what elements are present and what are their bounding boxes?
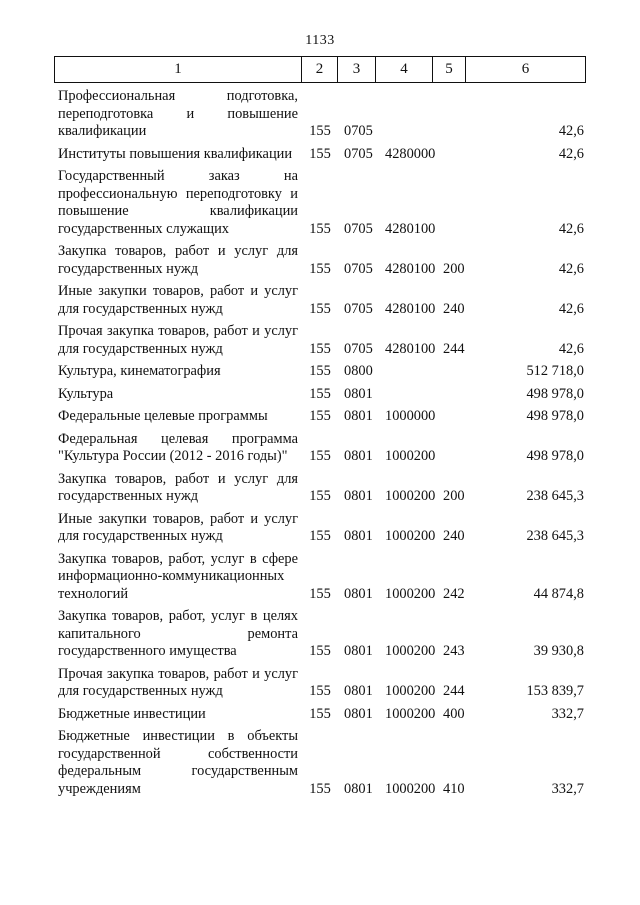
row-code-section: 0801: [344, 683, 373, 699]
row-name: Закупка товаров, работ, услуг в сфере информационно-коммуникационных технологий: [58, 550, 298, 602]
row-code-expense: 240: [443, 300, 465, 317]
row-code-section: 0801: [344, 585, 373, 602]
table-row: [58, 511, 586, 546]
row-name: Прочая закупка товаров, работ и услуг для государственных нужд: [58, 665, 298, 699]
row-code-target: 1000200: [385, 780, 436, 797]
row-amount: 42,6: [558, 123, 584, 139]
table-row: [58, 471, 586, 506]
row-name: Культура, кинематография: [58, 363, 221, 379]
row-code-target: 1000200: [385, 683, 436, 699]
row-code-target: 4280100: [385, 260, 436, 277]
row-code-section: 0801: [344, 705, 373, 722]
table-body: [58, 88, 586, 803]
row-code-ved: 155: [309, 363, 331, 379]
row-amount: 42,6: [558, 300, 584, 317]
row-code-expense: 200: [443, 260, 465, 277]
table-header: [54, 56, 586, 83]
row-code-section: 0801: [344, 528, 373, 544]
row-code-section: 0801: [344, 448, 373, 464]
row-code-ved: 155: [309, 220, 331, 237]
row-name: Иные закупки товаров, работ и услуг для государственных нужд: [58, 510, 298, 544]
table-row: [58, 431, 586, 466]
row-code-expense: 243: [443, 643, 465, 659]
row-code-ved: 155: [309, 340, 331, 357]
row-amount: 498 978,0: [526, 448, 584, 464]
row-amount: 39 930,8: [533, 643, 584, 659]
row-amount: 153 839,7: [526, 683, 584, 699]
row-code-ved: 155: [309, 780, 331, 797]
row-name: Бюджетные инвестиции в объекты государственной собственности федеральным государственным учреждениям: [58, 728, 298, 797]
row-name: Федеральная целевая программа "Культура России (2012 - 2016 годы)": [58, 430, 298, 464]
row-code-target: 1000200: [385, 643, 436, 659]
row-code-section: 0801: [344, 643, 373, 659]
row-amount: 42,6: [558, 145, 584, 162]
row-code-section: 0800: [344, 363, 373, 379]
row-amount: 332,7: [551, 780, 584, 797]
row-code-target: 1000200: [385, 528, 436, 544]
row-code-ved: 155: [309, 300, 331, 317]
header-col-4: 4: [376, 57, 433, 82]
row-name: Прочая закупка товаров, работ и услуг для государственных нужд: [58, 323, 298, 357]
table-row: [58, 283, 586, 318]
table-row: [58, 706, 586, 724]
row-amount: 42,6: [558, 260, 584, 277]
row-code-section: 0801: [344, 488, 373, 504]
table-row: [58, 666, 586, 701]
table-row: [58, 168, 586, 238]
row-amount: 44 874,8: [533, 585, 584, 602]
row-code-ved: 155: [309, 643, 331, 659]
row-code-target: 4280100: [385, 220, 436, 237]
table-row: [58, 88, 586, 141]
table-row: [58, 608, 586, 661]
row-code-section: 0705: [344, 260, 373, 277]
row-code-expense: 244: [443, 340, 465, 357]
row-code-ved: 155: [309, 260, 331, 277]
row-name: Иные закупки товаров, работ и услуг для государственных нужд: [58, 283, 298, 317]
row-code-section: 0705: [344, 220, 373, 237]
row-amount: 512 718,0: [526, 363, 584, 379]
row-amount: 42,6: [558, 220, 584, 237]
row-amount: 332,7: [551, 705, 584, 722]
table-row: [58, 323, 586, 358]
header-col-6: 6: [521, 61, 530, 77]
row-name: Бюджетные инвестиции: [58, 705, 206, 722]
row-code-section: 0801: [344, 780, 373, 797]
row-code-expense: 400: [443, 705, 465, 722]
row-amount: 498 978,0: [526, 385, 584, 402]
row-name: Культура: [58, 385, 114, 402]
row-code-target: 1000000: [385, 408, 436, 424]
table-row: [58, 363, 586, 381]
row-code-expense: 200: [443, 488, 465, 504]
row-name: Профессиональная подготовка, переподготовка и повышение квалификации: [58, 88, 298, 139]
row-name: Государственный заказ на профессиональную переподготовку и повышение квалификации государственных служащих: [58, 168, 298, 237]
row-amount: 238 645,3: [526, 488, 584, 504]
header-col-5: 5: [433, 57, 466, 82]
table-row: [58, 146, 586, 164]
row-code-section: 0801: [344, 408, 373, 424]
header-col-2: 2: [302, 57, 338, 82]
row-code-ved: 155: [309, 408, 331, 424]
header-col-1: 1: [55, 57, 302, 82]
row-code-expense: 410: [443, 780, 465, 797]
table-row: [58, 386, 586, 404]
row-code-section: 0705: [344, 340, 373, 357]
row-code-expense: 244: [443, 683, 465, 699]
row-code-target: 1000200: [385, 585, 436, 602]
table-row: [58, 408, 586, 426]
page-number: 1133: [305, 33, 335, 48]
row-name: Закупка товаров, работ и услуг для государственных нужд: [58, 243, 298, 277]
row-code-section: 0705: [344, 123, 373, 139]
row-amount: 238 645,3: [526, 528, 584, 544]
header-col-3: 3: [338, 57, 376, 82]
table-row: [58, 243, 586, 278]
row-code-expense: 240: [443, 528, 465, 544]
row-name: Закупка товаров, работ, услуг в целях капитального ремонта государственного имущества: [58, 608, 298, 659]
row-code-ved: 155: [309, 123, 331, 139]
row-code-section: 0801: [344, 385, 373, 402]
row-amount: 498 978,0: [526, 408, 584, 424]
row-code-target: 4280100: [385, 340, 436, 357]
row-name: Федеральные целевые программы: [58, 408, 268, 424]
row-code-ved: 155: [309, 145, 331, 162]
row-amount: 42,6: [558, 340, 584, 357]
row-code-ved: 155: [309, 488, 331, 504]
row-code-ved: 155: [309, 385, 331, 402]
row-code-ved: 155: [309, 448, 331, 464]
row-code-target: 1000200: [385, 488, 436, 504]
row-code-target: 4280000: [385, 145, 436, 162]
row-code-ved: 155: [309, 585, 331, 602]
row-code-ved: 155: [309, 528, 331, 544]
row-code-expense: 242: [443, 585, 465, 602]
row-code-section: 0705: [344, 300, 373, 317]
row-name: Институты повышения квалификации: [58, 145, 293, 162]
row-code-section: 0705: [344, 145, 373, 162]
row-code-target: 1000200: [385, 705, 436, 722]
row-code-ved: 155: [309, 683, 331, 699]
row-code-ved: 155: [309, 705, 331, 722]
table-row: [58, 728, 586, 798]
row-code-target: 1000200: [385, 448, 436, 464]
table-row: [58, 551, 586, 604]
row-code-target: 4280100: [385, 300, 436, 317]
row-name: Закупка товаров, работ и услуг для государственных нужд: [58, 470, 298, 504]
